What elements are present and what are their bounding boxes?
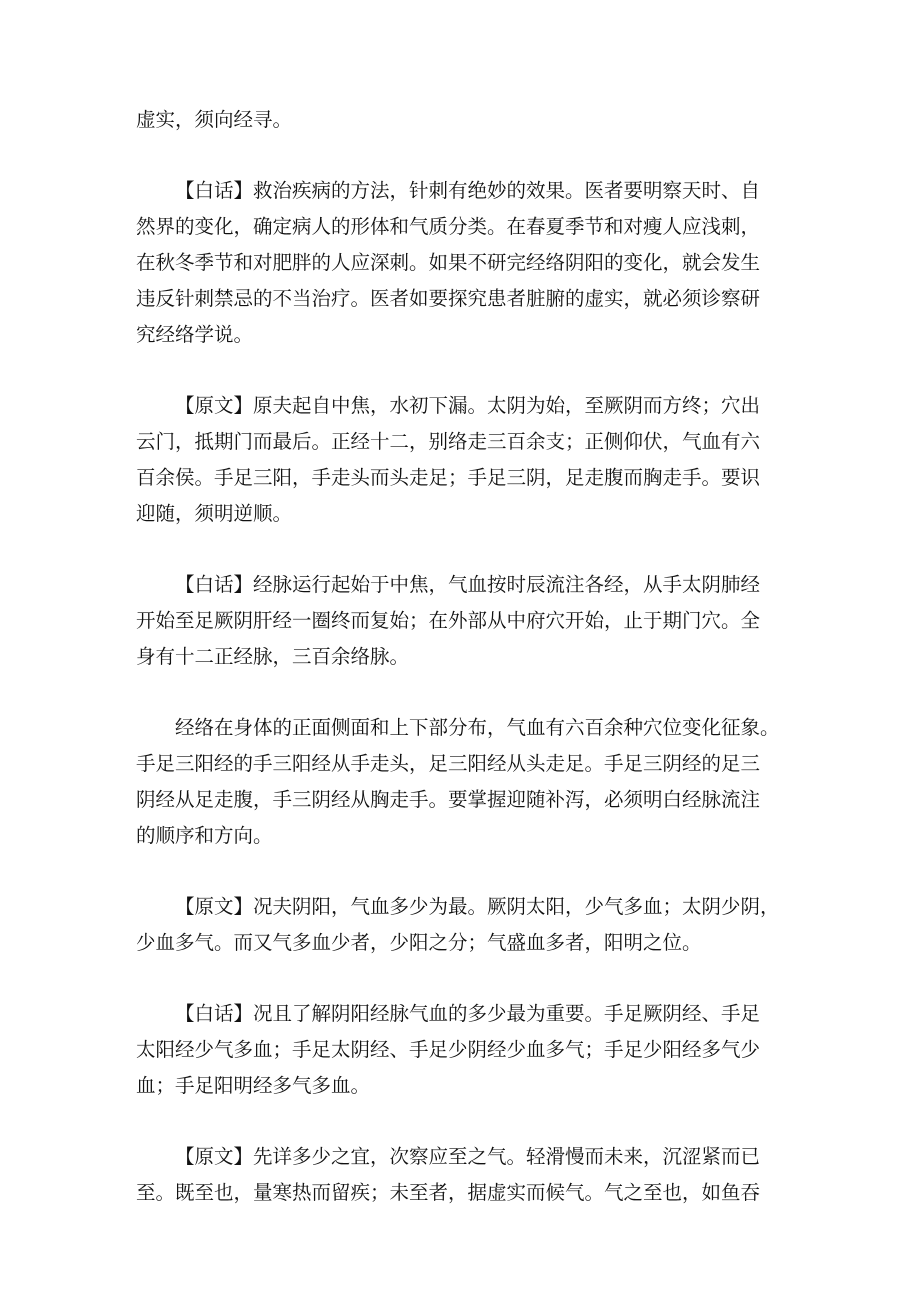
text-line: 血；手足阳明经多气多血。 [136,1074,371,1097]
text-line: 太阳经少气多血；手足太阴经、手足少阴经少血多气；手足少阳经多气少 [136,1038,761,1061]
paragraph [136,567,836,675]
text-line: 违反针刺禁忌的不当治疗。医者如要探究患者脏腑的虚实，就必须诊察研 [136,287,761,310]
text-line: 【白话】经脉运行起始于中焦，气血按时辰流注各经，从手太阴肺经 [175,573,761,596]
paragraph [136,102,836,138]
text-line: 百余侯。手足三阳，手走头而头走足；手足三阴，足走腹而胸走手。要识 [136,466,761,489]
text-line: 少血多气。而又气多血少者，少阳之分；气盛血多者，阳明之位。 [136,931,702,954]
text-line: 【原文】况夫阴阳，气血多少为最。厥阴太阳，少气多血；太阴少阴， [175,895,780,918]
text-line: 云门，抵期门而最后。正经十二，别络走三百余支；正侧仰伏，气血有六 [136,430,761,453]
text-line: 【原文】原夫起自中焦，水初下漏。太阴为始，至厥阴而方终；穴出 [175,394,761,417]
paragraph [136,889,836,961]
text-line: 迎随，须明逆顺。 [136,502,293,525]
paragraph [136,710,836,854]
paragraph [136,173,836,353]
text-line: 经络在身体的正面侧面和上下部分布，气血有六百余种穴位变化征象。 [175,716,780,739]
text-line: 至。既至也，量寒热而留疾；未至者，据虚实而候气。气之至也，如鱼吞 [136,1181,761,1204]
paragraph [136,388,836,532]
document-page [136,102,836,1246]
text-line: 手足三阳经的手三阳经从手走头，足三阳经从头走足。手足三阴经的足三 [136,752,761,775]
text-line: 的顺序和方向。 [136,824,273,847]
text-line: 究经络学说。 [136,323,254,346]
text-line: 然界的变化，确定病人的形体和气质分类。在春夏季节和对瘦人应浅刺， [136,215,761,238]
text-line: 开始至足厥阴肝经一圈终而复始；在外部从中府穴开始，止于期门穴。全 [136,609,761,632]
text-line: 在秋冬季节和对肥胖的人应深刺。如果不研完经络阴阳的变化，就会发生 [136,251,761,274]
text-line: 【原文】先详多少之宜，次察应至之气。轻滑慢而未来，沉涩紧而已 [175,1145,761,1168]
paragraph [136,1139,836,1211]
text-line: 【白话】救治疾病的方法，针刺有绝妙的效果。医者要明察天时、自 [175,179,761,202]
text-line: 虚实，须向经寻。 [136,108,293,131]
text-line: 身有十二正经脉，三百余络脉。 [136,645,410,668]
text-line: 【白话】况且了解阴阳经脉气血的多少最为重要。手足厥阴经、手足 [175,1002,761,1025]
text-line: 阴经从足走腹，手三阴经从胸走手。要掌握迎随补泻，必须明白经脉流注 [136,788,761,811]
paragraph [136,996,836,1104]
